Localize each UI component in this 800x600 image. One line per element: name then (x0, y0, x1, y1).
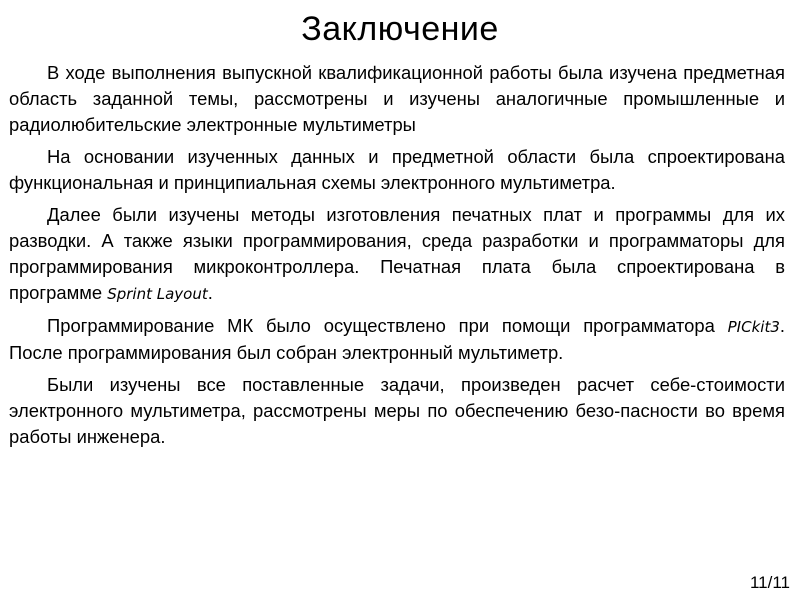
paragraph-pcb (9, 202, 785, 307)
slide-body (9, 60, 785, 456)
paragraph-pcb-text: Далее были изучены методы изготовления печатных плат и программы для их разводки. А также языки программирования, среда разработки и программаторы для программирования микроконтроллера. Печатная плата была спроектирована в программе (9, 204, 785, 303)
slide-title: Заключение (301, 10, 499, 48)
paragraph-programming-text: Программирование МК было осуществлено при помощи программатора (47, 315, 728, 336)
programmer-name: PICkit3 (727, 318, 780, 336)
paragraph-programming (9, 313, 785, 366)
paragraph-design: На основании изученных данных и предметной области была спроектирована функциональная и принципиальная схемы электронного мультиметра. (9, 146, 785, 193)
page-number: 11/11 (749, 573, 790, 592)
software-name: Sprint Layout (107, 285, 208, 303)
paragraph-intro: В ходе выполнения выпускной квалификационной работы была изучена предметная область заданной темы, рассмотрены и изучены аналогичные промышленные и радиолюбительские электронные мультиметры (9, 62, 785, 135)
paragraph-pcb-end: . (207, 282, 213, 303)
paragraph-programming-end: . После программирования был собран электронный мультиметр. (9, 315, 785, 363)
paragraph-tasks: Были изучены все поставленные задачи, произведен расчет себе-стоимости электронного мультиметра, рассмотрены меры по обеспечению безо-пасности во время работы инженера. (9, 374, 785, 447)
